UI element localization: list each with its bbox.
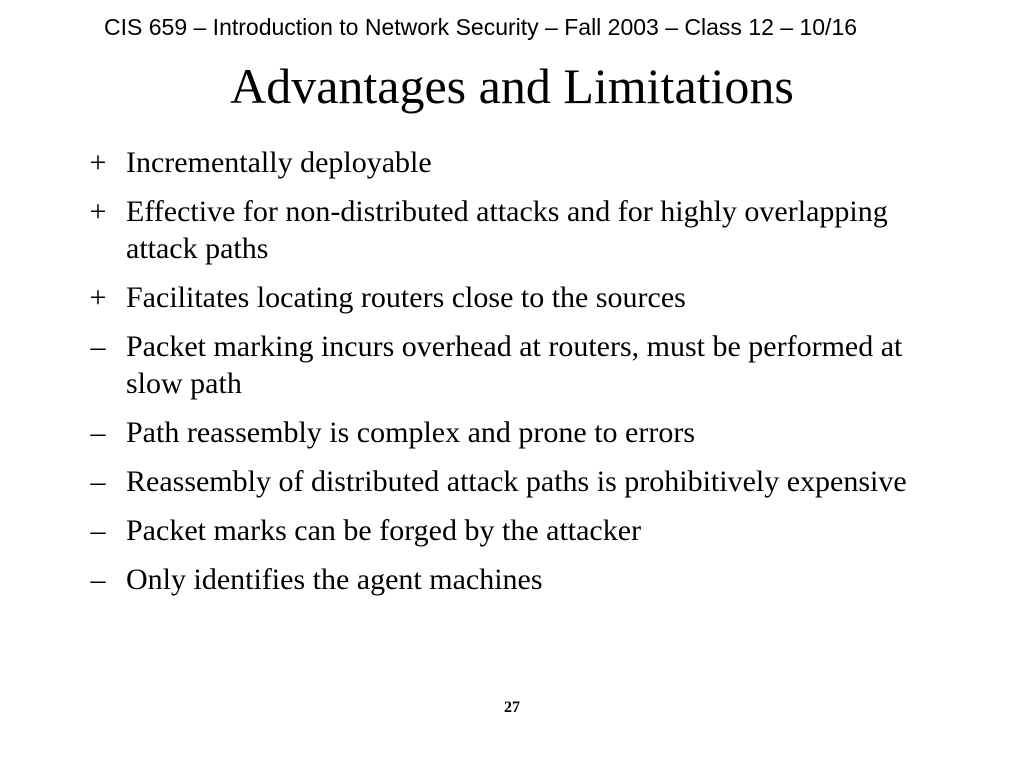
bullet-text: Facilitates locating routers close to the sources [126,281,686,314]
dash-marker: – [90,330,106,363]
bullet-item [86,414,966,451]
bullet-text: Packet marks can be forged by the attacker [126,514,642,547]
course-header: CIS 659 – Introduction to Network Security – Fall 2003 – Class 12 – 10/16 [104,14,858,40]
dash-marker: – [90,465,106,498]
bullet-text: Incrementally deployable [126,146,432,179]
bullet-item [86,512,966,549]
plus-marker: + [89,146,107,179]
bullet-text: Reassembly of distributed attack paths is prohibitively expensive [126,465,907,498]
page-number: 27 [504,699,520,716]
bullet-list [86,144,966,610]
bullet-item [86,193,966,267]
plus-marker: + [89,195,107,228]
dash-marker: – [90,563,106,596]
bullet-text: Packet marking incurs overhead at routers, must be performed at slow path [126,330,903,400]
bullet-item [86,463,966,500]
dash-marker: – [90,416,106,449]
bullet-text: Only identifies the agent machines [126,563,543,596]
bullet-text: Effective for non-distributed attacks and for highly overlapping attack paths [126,195,888,265]
plus-marker: + [89,281,107,314]
dash-marker: – [90,514,106,547]
bullet-text: Path reassembly is complex and prone to errors [126,416,696,449]
slide-title: Advantages and Limitations [230,58,794,114]
bullet-item [86,561,966,598]
bullet-item [86,144,966,181]
bullet-item [86,328,966,402]
bullet-item [86,279,966,316]
